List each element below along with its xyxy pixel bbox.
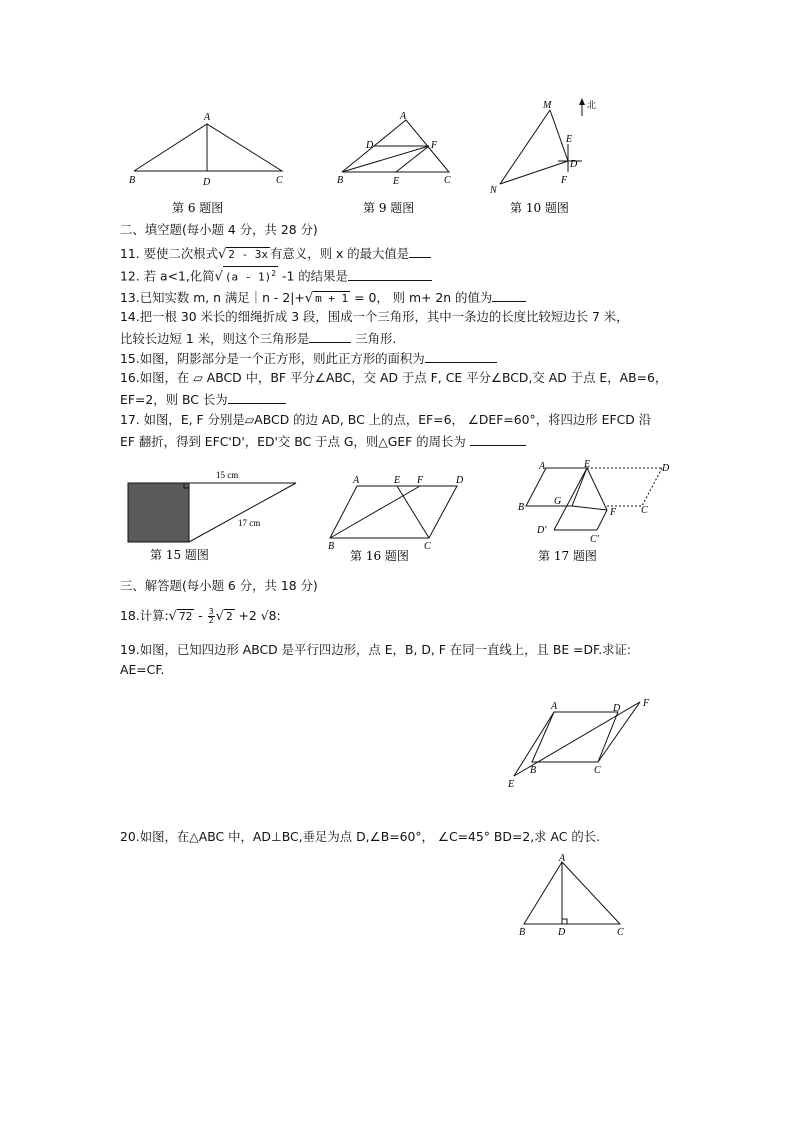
- question-19-line-1: 19.如图，已知四边形 ABCD 是平行四边形，点 E，B, D, F 在同一直线上，且 BE =DF.求证:: [120, 642, 632, 657]
- figure-9: [334, 108, 464, 218]
- label-d: D: [456, 475, 464, 486]
- figure-caption: 第 16 题图: [350, 549, 409, 563]
- shaded-square: [128, 483, 189, 542]
- answer-blank[interactable]: [470, 432, 526, 446]
- label-c: C: [276, 175, 283, 186]
- figure-20: [514, 852, 634, 942]
- section-2-heading: 二、填空题(每小题 4 分，共 28 分): [120, 222, 318, 237]
- label-c-prime: C': [590, 534, 599, 545]
- label-c: C: [594, 765, 601, 776]
- answer-blank[interactable]: [425, 349, 497, 363]
- label-f: F: [431, 140, 438, 151]
- label-e: E: [394, 475, 401, 486]
- label-b: B: [337, 175, 344, 186]
- label-e: E: [393, 176, 400, 187]
- answer-blank[interactable]: [409, 244, 431, 258]
- answer-blank[interactable]: [228, 390, 286, 404]
- label-b: B: [328, 541, 335, 552]
- question-20: 20.如图，在△ABC 中，AD⊥BC,垂足为点 D,∠B=60°， ∠C=45° BD=2,求 AC 的长.: [120, 829, 601, 844]
- label-e: E: [508, 779, 515, 790]
- section-3-heading: 三、解答题(每小题 6 分，共 18 分): [120, 578, 318, 593]
- label-a: A: [539, 461, 546, 472]
- answer-blank[interactable]: [309, 329, 351, 343]
- label-g: G: [554, 496, 562, 507]
- label-e: E: [566, 134, 573, 145]
- figure-caption: 第 10 题图: [510, 201, 569, 215]
- parallelogram-icon: ▱: [193, 370, 203, 385]
- question-11: 11. 要使二次根式√ 2 - 3x 有意义，则 x 的最大值是: [120, 244, 431, 263]
- label-15cm: 15 cm: [216, 470, 239, 480]
- label-c: C: [617, 927, 624, 938]
- label-d: D: [662, 463, 670, 474]
- answer-blank[interactable]: [348, 267, 432, 281]
- figure-19: [500, 696, 660, 792]
- figure-17: [512, 458, 682, 568]
- figure-10: [486, 96, 606, 218]
- label-a: A: [400, 111, 407, 122]
- north-arrow-icon: [579, 98, 585, 105]
- label-b: B: [129, 175, 136, 186]
- label-b: B: [519, 927, 526, 938]
- question-15: 15.如图，阴影部分是一个正方形，则此正方形的面积为: [120, 349, 497, 367]
- label-a: A: [204, 112, 211, 123]
- label-c: C: [641, 505, 648, 516]
- label-f: F: [417, 475, 424, 486]
- answer-blank[interactable]: [492, 288, 526, 302]
- label-d: D: [613, 703, 621, 714]
- radical-expression: 72: [178, 610, 193, 623]
- label-c: C: [444, 175, 451, 186]
- label-17cm: 17 cm: [238, 518, 261, 528]
- figure-15: [122, 462, 302, 566]
- figure-caption: 第 6 题图: [172, 201, 224, 215]
- label-a: A: [353, 475, 360, 486]
- label-b: B: [518, 502, 525, 513]
- question-17-line-2: EF 翻折，得到 EFC'D'，ED'交 BC 于点 G，则△GEF 的周长为: [120, 432, 526, 450]
- label-a: A: [559, 853, 566, 864]
- label-m: M: [543, 100, 552, 111]
- question-18: 18.计算:√ 72 - $\frac{3}{2}$ √ 2 +2 √8:: [120, 607, 281, 625]
- radical-expression: m + 1: [315, 292, 349, 305]
- question-14-line-2: 比较长边短 1 米，则这个三角形是 三角形.: [120, 331, 397, 346]
- label-f: F: [610, 507, 617, 518]
- radical-expression: 2 - 3x: [228, 248, 269, 261]
- question-13: 13.已知实数 m, n 满足｜n - 2|+√ m + 1 = 0， 则 m+ 2n 的值为: [120, 288, 526, 307]
- label-d: D: [558, 927, 566, 938]
- question-19-line-2: AE=CF.: [120, 662, 165, 677]
- label-a: A: [551, 701, 558, 712]
- figure-6: [124, 108, 294, 218]
- label-c: C: [424, 541, 431, 552]
- figure-16: [322, 470, 482, 566]
- fraction: $\frac{3}{2}$: [208, 607, 214, 625]
- label-d: D: [366, 140, 374, 151]
- label-d: D: [570, 159, 578, 170]
- label-e: E: [584, 459, 591, 470]
- question-14-line-1: 14.把一根 30 米长的细绳折成 3 段，围成一个三角形，其中一条边的长度比较短边长 7 米，: [120, 309, 629, 324]
- label-n: N: [490, 185, 497, 196]
- label-d-prime: D': [537, 525, 547, 536]
- question-16-line-1: 16.如图，在 ▱ ABCD 中，BF 平分∠ABC，交 AD 于点 F, CE 平分∠BCD,交 AD 于点 E，AB=6，: [120, 370, 668, 385]
- figure-caption: 第 15 题图: [150, 548, 209, 562]
- question-12: 12. 若 a<1,化简√ (a - 1)$^2$ -1 的结果是: [120, 266, 432, 286]
- figure-caption: 第 17 题图: [538, 549, 597, 563]
- label-f: F: [643, 698, 650, 709]
- label-f: F: [561, 175, 568, 186]
- label-b: B: [530, 765, 537, 776]
- label-north: 北: [587, 100, 597, 110]
- question-17-line-1: 17. 如图，E, F 分别是▱ABCD 的边 AD, BC 上的点，EF=6， ∠DEF=60°，将四边形 EFCD 沿: [120, 412, 652, 427]
- radical-expression: (a - 1)$^2$: [223, 266, 278, 284]
- radical-expression: 2: [225, 610, 233, 623]
- figure-caption: 第 9 题图: [363, 201, 415, 215]
- question-16-line-2: EF=2，则 BC 长为: [120, 390, 286, 408]
- label-d: D: [203, 177, 211, 188]
